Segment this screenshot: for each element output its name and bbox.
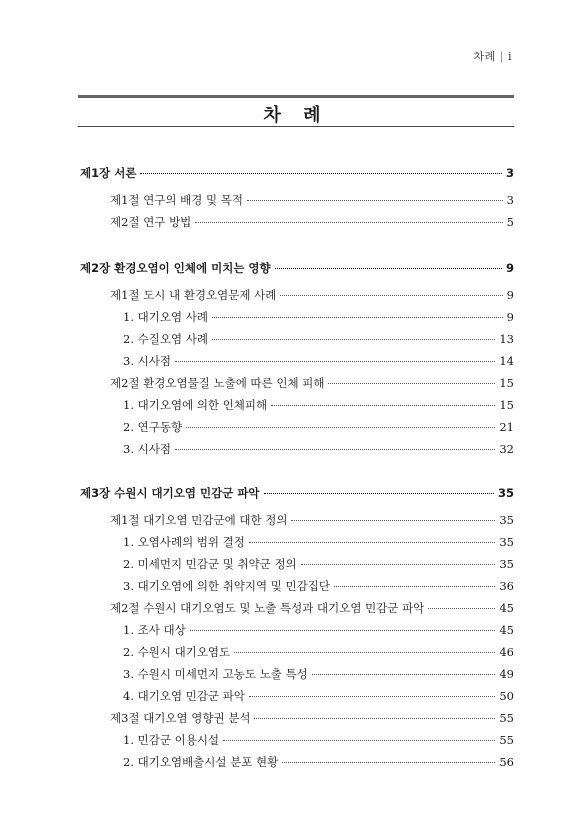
dot-leader <box>247 200 503 201</box>
toc-section[interactable] <box>110 285 514 305</box>
toc-item-label: 1. 대기오염에 의한 인체피해 <box>123 398 268 412</box>
toc-item-page-number: 35 <box>499 557 514 571</box>
toc-item-page-number: 9 <box>506 310 514 324</box>
toc-section-page-number: 3 <box>506 193 514 207</box>
toc-chapter-page-number: 9 <box>505 261 514 275</box>
dot-leader <box>249 696 495 697</box>
toc-item[interactable] <box>123 417 514 437</box>
toc-section-label: 제2절 환경오염물질 노출에 따른 인체 피해 <box>110 376 325 390</box>
toc-item-label: 2. 수질오염 사례 <box>123 332 208 346</box>
header-section-label: 차례 <box>473 50 496 63</box>
dot-leader <box>291 520 495 521</box>
toc-item-page-number: 14 <box>499 354 514 368</box>
dot-leader <box>175 449 495 450</box>
toc-chapter-label: 제2장 환경오염이 인체에 미치는 영향 <box>80 261 271 275</box>
toc-section-page-number: 5 <box>506 215 514 229</box>
toc-item[interactable] <box>123 664 514 684</box>
toc-item[interactable] <box>123 351 514 371</box>
toc-item-label: 1. 민감군 이용시설 <box>123 733 220 747</box>
toc-item[interactable] <box>123 576 514 596</box>
title-bottom-rule <box>78 126 514 127</box>
dot-leader <box>328 383 495 384</box>
toc-item-page-number: 15 <box>499 398 514 412</box>
toc-item[interactable] <box>123 307 514 327</box>
dot-leader <box>282 762 495 763</box>
toc-chapter[interactable] <box>80 483 514 503</box>
toc-item-page-number: 49 <box>499 667 514 681</box>
title-top-rule <box>78 95 514 98</box>
dot-leader <box>264 493 494 494</box>
toc-item-page-number: 55 <box>499 733 514 747</box>
dot-leader <box>195 222 502 223</box>
toc-section-label: 제1절 연구의 배경 및 목적 <box>110 193 244 207</box>
toc-item[interactable] <box>123 329 514 349</box>
dot-leader <box>212 317 503 318</box>
toc-chapter-label: 제3장 수원시 대기오염 민감군 파악 <box>80 486 260 500</box>
toc-section-label: 제3절 대기오염 영향권 분석 <box>110 711 251 725</box>
toc-item-page-number: 46 <box>499 645 514 659</box>
toc-item[interactable] <box>123 439 514 459</box>
toc-section[interactable] <box>110 212 514 232</box>
dot-leader <box>234 652 495 653</box>
dot-leader <box>428 608 495 609</box>
toc-item-page-number: 56 <box>499 755 514 769</box>
dot-leader <box>334 586 495 587</box>
toc-item-page-number: 36 <box>499 579 514 593</box>
header-page-number: i <box>507 50 512 63</box>
toc-section[interactable] <box>110 373 514 393</box>
toc-section-page-number: 15 <box>499 376 514 390</box>
dot-leader <box>275 268 502 269</box>
running-header <box>473 48 512 64</box>
toc-section[interactable] <box>110 510 514 530</box>
toc-section-page-number: 45 <box>499 601 514 615</box>
toc-section[interactable] <box>110 598 514 618</box>
dot-leader <box>140 173 502 174</box>
dot-leader <box>175 361 495 362</box>
dot-leader <box>301 564 496 565</box>
toc-section[interactable] <box>110 708 514 728</box>
toc-item[interactable] <box>123 620 514 640</box>
toc-section-page-number: 9 <box>506 288 514 302</box>
toc-chapter-label: 제1장 서론 <box>80 166 137 180</box>
toc-item[interactable] <box>123 730 514 750</box>
toc-item-label: 2. 미세먼지 민감군 및 취약군 정의 <box>123 557 297 571</box>
dot-leader <box>280 295 502 296</box>
toc-item-label: 1. 대기오염 사례 <box>123 310 208 324</box>
toc-item-label: 2. 연구동향 <box>123 420 183 434</box>
toc-item-page-number: 35 <box>499 535 514 549</box>
toc-item[interactable] <box>123 554 514 574</box>
dot-leader <box>312 674 496 675</box>
toc-item-label: 2. 수원시 대기오염도 <box>123 645 231 659</box>
toc-item-page-number: 32 <box>499 442 514 456</box>
toc-item[interactable] <box>123 395 514 415</box>
toc-section-label: 제1절 대기오염 민감군에 대한 정의 <box>110 513 288 527</box>
toc-item-label: 3. 시사점 <box>123 354 171 368</box>
dot-leader <box>249 542 495 543</box>
dot-leader <box>186 427 495 428</box>
toc-section-page-number: 55 <box>499 711 514 725</box>
toc-item-page-number: 50 <box>499 689 514 703</box>
toc-item-label: 3. 대기오염에 의한 취약지역 및 민감집단 <box>123 579 330 593</box>
toc-item-label: 1. 오염사례의 범위 결정 <box>123 535 245 549</box>
toc-item[interactable] <box>123 532 514 552</box>
toc-item-label: 2. 대기오염배출시설 분포 현황 <box>123 755 279 769</box>
toc-chapter-page-number: 35 <box>497 486 514 500</box>
page-title: 차 례 <box>263 105 329 126</box>
toc-item-label: 3. 수원시 미세먼지 고농도 노출 특성 <box>123 667 308 681</box>
toc-item-label: 4. 대기오염 민감군 파악 <box>123 689 245 703</box>
toc-item[interactable] <box>123 686 514 706</box>
dot-leader <box>271 405 495 406</box>
toc-section-label: 제2절 연구 방법 <box>110 215 192 229</box>
toc-item-label: 3. 시사점 <box>123 442 171 456</box>
toc-item[interactable] <box>123 642 514 662</box>
toc-chapter[interactable] <box>80 163 514 183</box>
toc-section-label: 제2절 수원시 대기오염도 및 노출 특성과 대기오염 민감군 파악 <box>110 601 425 615</box>
toc-item-page-number: 13 <box>499 332 514 346</box>
header-separator: | <box>499 50 504 63</box>
toc-item-page-number: 21 <box>499 420 514 434</box>
dot-leader <box>190 630 496 631</box>
toc-chapter-page-number: 3 <box>505 166 514 180</box>
toc-item[interactable] <box>123 752 514 772</box>
dot-leader <box>254 718 495 719</box>
toc-section-page-number: 35 <box>499 513 514 527</box>
toc-chapter[interactable] <box>80 258 514 278</box>
toc-item-page-number: 45 <box>499 623 514 637</box>
dot-leader <box>223 740 495 741</box>
toc-section[interactable] <box>110 190 514 210</box>
toc-item-label: 1. 조사 대상 <box>123 623 186 637</box>
toc-section-label: 제1절 도시 내 환경오염문제 사례 <box>110 288 277 302</box>
dot-leader <box>212 339 495 340</box>
